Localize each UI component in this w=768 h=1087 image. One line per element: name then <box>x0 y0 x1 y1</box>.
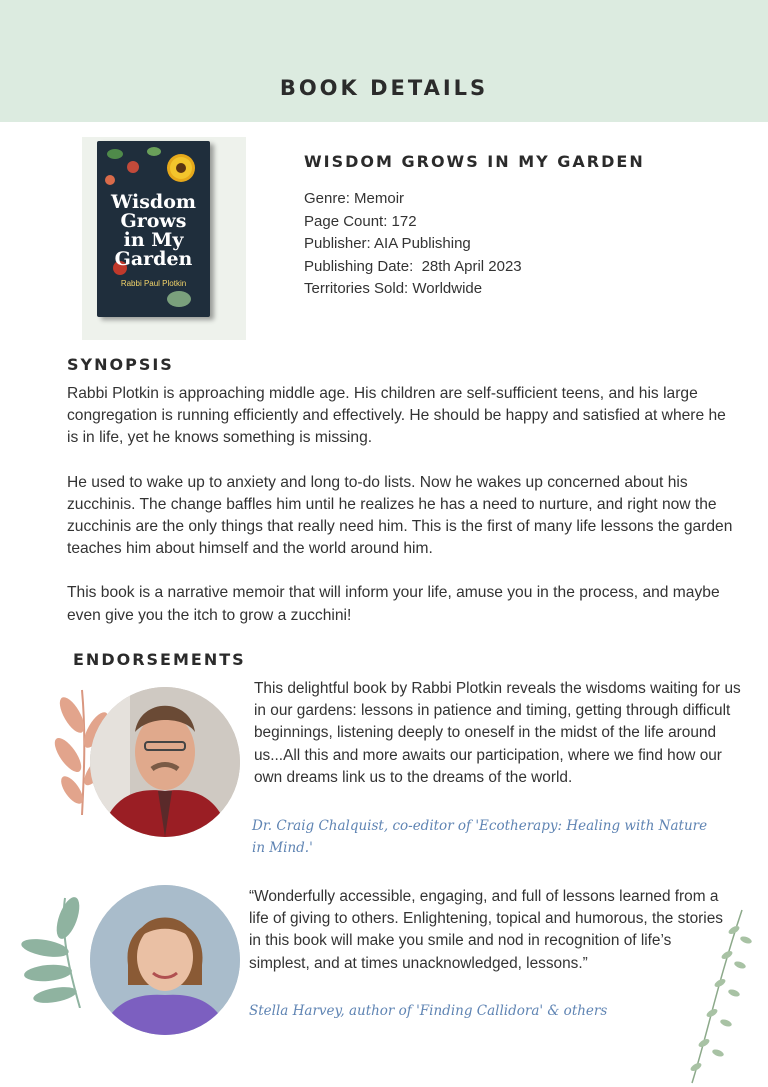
man-portrait-icon <box>90 687 240 837</box>
endorsement-quote-2: “Wonderfully accessible, engaging, and full of lessons learned from a life of giving to others. Enlightening, topical and humorous, the stories in this book will make you smile and nod in recognition of life’s simplest, and at times unacknowledged, lessons.” <box>249 888 723 972</box>
sunflower-icon <box>170 157 192 179</box>
leaf-decoration <box>167 291 191 307</box>
endorsements-heading: ENDORSEMENTS <box>73 650 246 669</box>
cover-title: Wisdom Grows in My Garden <box>111 191 196 270</box>
synopsis-paragraph: This book is a narrative memoir that will inform your life, amuse you in the process, and maybe even give you the itch to grow a zucchini! <box>67 584 720 624</box>
synopsis-heading: SYNOPSIS <box>67 355 174 374</box>
synopsis-body <box>67 383 737 649</box>
synopsis-paragraph: He used to wake up to anxiety and long to-do lists. Now he wakes up concerned about his zucchinis. The change baffles him until he realizes he has a need to nurture, and right now the zucchinis are the only things that really need him. This is the first of many life lessons the garden teaches him about himself and the world around him. <box>67 473 733 558</box>
endorser-portrait-1 <box>90 687 240 837</box>
detail-page-count: Page Count: 172 <box>304 212 417 230</box>
leaf-decoration <box>107 149 123 159</box>
header-band <box>0 0 768 122</box>
book-cover-image <box>97 141 210 317</box>
endorser-portrait-2 <box>90 885 240 1035</box>
berry-decoration <box>127 161 139 173</box>
endorsement-quote-1: This delightful book by Rabbi Plotkin reveals the wisdoms waiting for us in our gardens: lessons in patience and timing, getting through difficult beginnings, listening deeply to oneself in the midst of the life around us...All this and more awaits our participation, where we find how our own dreams link us to the dreams of the world. <box>254 680 741 786</box>
synopsis-paragraph: Rabbi Plotkin is approaching middle age. His children are self-sufficient teens, and his large congregation is running efficiently and effectively. He should be happy and satisfied at where he is in life, yet he knows something is missing. <box>67 385 726 447</box>
detail-publishing-date: Publishing Date: 28th April 2023 <box>304 257 522 275</box>
fern-icon <box>672 905 762 1085</box>
cover-author: Rabbi Paul Plotkin <box>120 279 187 288</box>
book-title-block <box>304 152 645 171</box>
detail-territories: Territories Sold: Worldwide <box>304 280 483 297</box>
woman-portrait-icon <box>90 885 240 1035</box>
berry-decoration <box>105 175 115 185</box>
detail-publisher: Publisher: AIA Publishing <box>304 235 471 252</box>
green-leaf-icon <box>20 893 90 1008</box>
book-details-list <box>304 188 522 301</box>
endorsement-attribution-2: Stella Harvey, author of 'Finding Callidora' & others <box>249 1003 608 1019</box>
leaf-decoration <box>147 147 161 156</box>
endorsement-attribution-1: Dr. Craig Chalquist, co-editor of 'Ecotherapy: Healing with Nature in Mind.' <box>252 818 708 856</box>
detail-genre: Genre: Memoir <box>304 190 405 207</box>
page-title: BOOK DETAILS <box>279 76 489 100</box>
book-title: WISDOM GROWS IN MY GARDEN <box>304 152 645 171</box>
